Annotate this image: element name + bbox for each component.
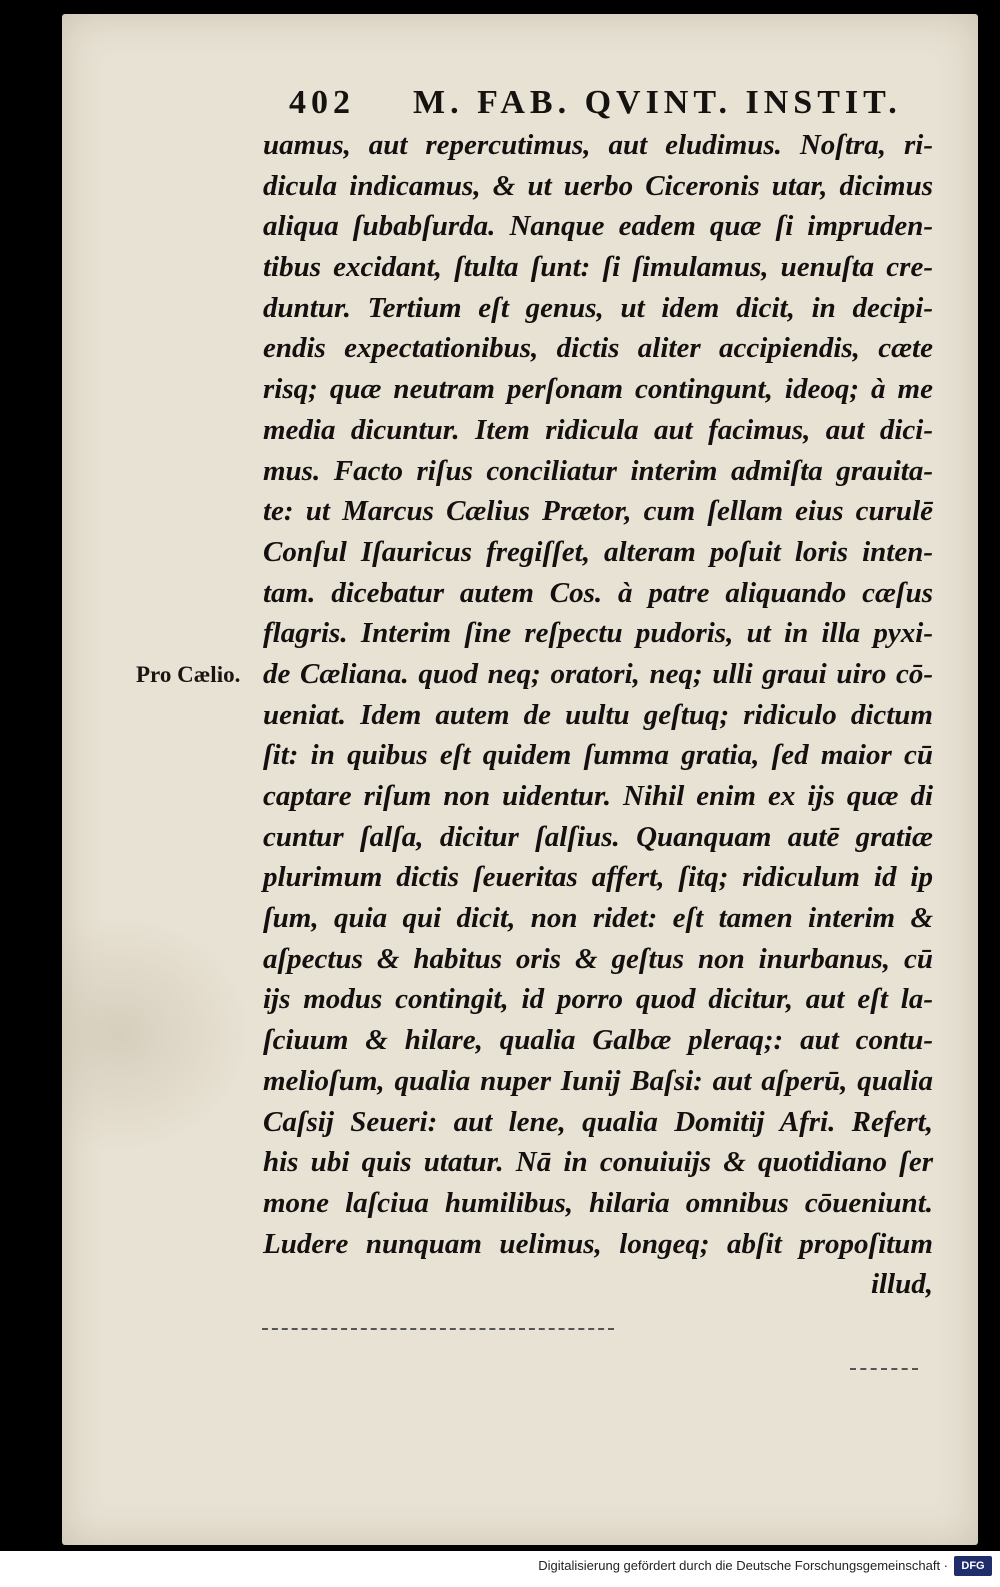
footer-credit: Digitalisierung gefördert durch die Deutsche Forschungsgemeinschaft ·	[538, 1558, 948, 1573]
text-line: ſit: in quibus eſt quidem ſumma gratia, ſed maior cū	[263, 739, 933, 772]
text-line: Ludere nunquam uelimus, longeq; abſit propoſitum	[263, 1227, 933, 1260]
text-line: melioſum, qualia nuper Iunij Baſsi: aut aſperū, qualia	[263, 1064, 933, 1097]
text-line: ſciuum & hilare, qualia Galbæ pleraq;: aut contu-	[263, 1024, 933, 1057]
text-line: dicula indicamus, & ut uerbo Ciceronis utar, dicimus	[263, 169, 933, 202]
dfg-logo: DFG	[954, 1556, 992, 1576]
running-title: M. FAB. QVINT. INSTIT.	[413, 84, 902, 121]
text-line: Conſul Iſauricus fregiſſet, alteram poſuit loris inten-	[263, 535, 933, 568]
text-line: tam. dicebatur autem Cos. à patre aliquando cæſus	[263, 576, 933, 609]
catchword: illud,	[870, 1268, 933, 1301]
text-line: risq; quæ neutram perſonam contingunt, ideoq; à me	[263, 373, 933, 406]
text-line: captare riſum non uidentur. Nihil enim ex ijs quæ di	[263, 780, 933, 812]
text-line: ijs modus contingit, id porro quod dicitur, aut eſt la-	[263, 983, 933, 1016]
text-line: mone laſciua humilibus, hilaria omnibus cōueniunt.	[263, 1186, 933, 1219]
body-text	[263, 125, 933, 1305]
text-line: media dicuntur. Item ridicula aut facimus, aut dici-	[263, 413, 933, 446]
page-header	[289, 84, 902, 122]
text-line: mus. Facto riſus conciliatur interim admiſta grauita-	[263, 454, 933, 487]
text-line: uamus, aut repercutimus, aut eludimus. Noſtra, ri-	[263, 129, 933, 161]
text-line: plurimum dictis ſeueritas affert, ſitq; ridiculum id ip	[263, 861, 933, 894]
text-line: endis expectationibus, dictis aliter accipiendis, cæte	[263, 332, 933, 365]
text-line: aliqua ſubabſurda. Nanque eadem quæ ſi impruden-	[263, 210, 933, 243]
text-line: ueniat. Idem autem de uultu geſtuq; ridiculo dictum	[263, 698, 933, 731]
page-stain	[62, 914, 252, 1154]
text-line: cuntur ſalſa, dicitur ſalſius. Quanquam autē gratiæ	[263, 820, 933, 853]
text-line: tibus excidant, ſtulta ſunt: ſi ſimulamus, uenuſta cre-	[263, 251, 933, 284]
page-number: 402	[289, 84, 355, 121]
text-line: Caſsij Seueri: aut lene, qualia Domitij Afri. Refert,	[263, 1105, 933, 1138]
margin-note: Pro Cælio.	[136, 662, 241, 687]
text-line: ſum, quia qui dicit, non ridet: eſt tamen interim &	[263, 902, 933, 935]
text-line: flagris. Interim ſine reſpectu pudoris, ut in illa pyxi-	[263, 617, 933, 650]
text-line: aſpectus & habitus oris & geſtus non inurbanus, cū	[263, 942, 933, 975]
text-line: duntur. Tertium eſt genus, ut idem dicit, in decipi-	[263, 291, 933, 324]
underline-mark	[850, 1368, 918, 1370]
underline-mark	[262, 1328, 614, 1330]
text-line: te: ut Marcus Cælius Prætor, cum ſellam eius curulē	[263, 495, 933, 528]
text-line: de Cæliana. quod neq; oratori, neq; ulli graui uiro cō-	[263, 657, 933, 690]
text-line: his ubi quis utatur. Nā in conuiuijs & quotidiano ſer	[263, 1146, 933, 1179]
